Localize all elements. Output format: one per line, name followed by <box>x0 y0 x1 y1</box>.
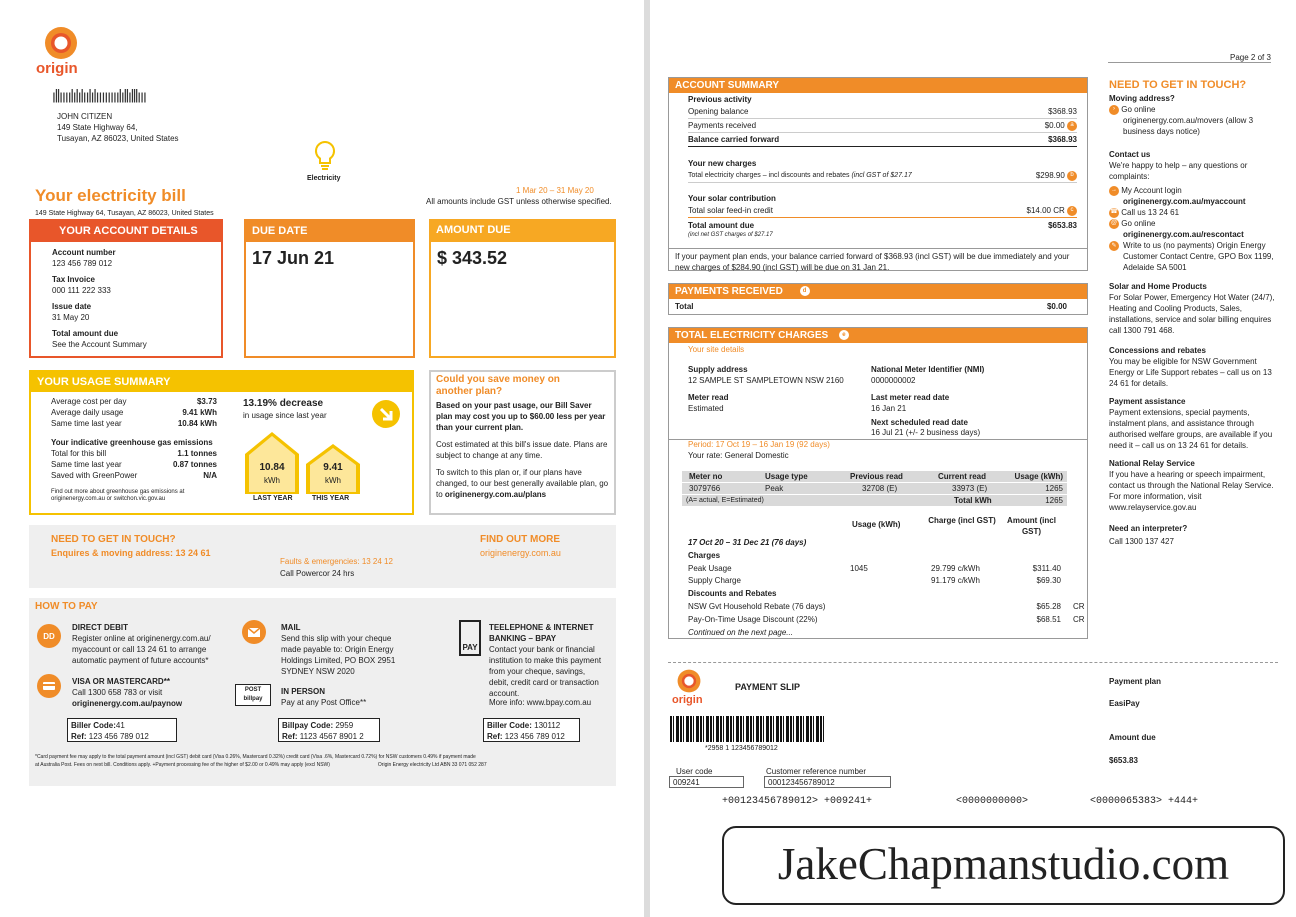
moving-title: Moving address? <box>1109 94 1175 103</box>
bpay-more: More info: www.bpay.com.au <box>489 698 592 707</box>
movers-go-online: › Go online <box>1109 104 1279 115</box>
need-help-sidebar <box>1109 79 1279 547</box>
tax-invoice-label: Tax Invoice <box>52 275 95 284</box>
usage-row: Average cost per day $3.73 <box>51 397 217 406</box>
faults-line: Faults & emergencies: 13 24 12 <box>280 557 393 566</box>
movers-link[interactable]: originenergy.com.au/movers (allow 3 business days notice) <box>1123 116 1254 136</box>
house-this-year-label: THIS YEAR <box>312 495 350 502</box>
nmi-label: National Meter Identifier (NMI) <box>871 365 985 374</box>
meter-table <box>682 471 1067 506</box>
nmi-value: 0000000002 <box>871 376 916 385</box>
due-date-value: 17 Jun 21 <box>252 248 335 268</box>
usage-row: Same time last year 10.84 kWh <box>51 419 217 428</box>
solar-text: For Solar Power, Emergency Hot Water (24/7), Heating and Cooling Products, Sales, installations, service and solar billing enquires call 1300 791 468. <box>1109 293 1275 335</box>
electricity-charges-box <box>668 327 1088 639</box>
customer-name: JOHN CITIZEN <box>57 112 113 121</box>
find-out-more-title: FIND OUT MORE <box>480 534 560 545</box>
credit-card-icon <box>37 674 61 698</box>
how-to-pay-box <box>29 598 616 786</box>
user-code-label: User code <box>676 767 713 776</box>
in-person-title: IN PERSON <box>281 687 326 696</box>
rescontact-link[interactable]: originenergy.com.au/rescontact <box>1123 230 1244 239</box>
payments-received-title: PAYMENTS RECEIVED d <box>669 284 1087 299</box>
account-summary-title: ACCOUNT SUMMARY <box>669 78 1087 93</box>
phone-icon: ☎ <box>1109 208 1119 218</box>
charge-col-header: Charge (incl GST) <box>928 516 996 525</box>
peak-usage-amount: $311.40 <box>1032 564 1061 573</box>
slip-amount-value: $653.83 <box>1109 756 1138 765</box>
account-details-title: YOUR ACCOUNT DETAILS <box>31 221 221 242</box>
greenhouse-title: Your indicative greenhouse gas emissions <box>51 438 213 447</box>
usage-decrease: 13.19% decrease <box>243 398 324 409</box>
arrow-icon: › <box>1109 105 1119 115</box>
site-address: 149 State Highway 64, Tusayan, AZ 86023, United States <box>35 210 214 217</box>
electricity-charges-title: TOTAL ELECTRICITY CHARGES e <box>669 328 1087 343</box>
solar-title: Solar and Home Products <box>1109 282 1207 291</box>
visa-text: Call 1300 658 783 or visit <box>72 688 163 697</box>
greenhouse-row: Total for this bill 1.1 tonnes <box>51 449 217 458</box>
bill-saver-title: Could you save money on <box>436 374 560 385</box>
info-icon: a <box>1067 121 1077 131</box>
payment-plan-note: If your payment plan ends, your balance carried forward of $368.93 (incl GST) will be due immediately and your new charges of $284.90 (incl GST) will be due on 31 Jan 21. <box>669 248 1087 275</box>
gst-note: All amounts include GST unless otherwise specified. <box>426 197 612 206</box>
contact-title: NEED TO GET IN TOUCH? <box>51 534 176 545</box>
due-date-box <box>244 219 415 358</box>
elec-charges-row: Total electricity charges – incl discounts and rebates (incl GST of $27.17 $298.90 b <box>688 169 1077 183</box>
discount-amount: $68.51 <box>1036 615 1061 624</box>
paynow-link[interactable]: originenergy.com.au/paynow <box>72 699 183 708</box>
charges-period: 17 Oct 20 – 31 Dec 21 (76 days) <box>688 538 807 547</box>
powercor-line: Call Powercor 24 hrs <box>280 569 355 578</box>
amount-due-box <box>429 219 616 358</box>
crn-field: 000123456789012 <box>764 776 891 788</box>
discount-label: Pay-On-Time Usage Discount (22%) <box>688 615 818 624</box>
bpay-icon: PAY <box>459 620 481 656</box>
call-line: ☎ Call us 13 24 61 <box>1110 208 1180 217</box>
continued-note: Continued on the next page... <box>688 628 793 637</box>
direct-debit-title: DIRECT DEBIT <box>72 623 128 632</box>
due-date-title: DUE DATE <box>246 221 413 242</box>
discount-cr: CR <box>1073 615 1085 624</box>
bill-period: 1 Mar 20 – 31 May 20 <box>516 186 594 195</box>
slip-amount-label: Amount due <box>1109 733 1156 742</box>
info-icon: b <box>1067 171 1077 181</box>
last-read-label: Last meter read date <box>871 393 950 402</box>
rebate-label: NSW Gvt Household Rebate (76 days) <box>688 602 826 611</box>
biller-code-box-1: Biller Code:41 Ref: 123 456 789 012 <box>67 718 177 742</box>
info-icon: e <box>839 330 849 340</box>
login-line: → My Account login <box>1111 186 1182 195</box>
payment-slip-title: PAYMENT SLIP <box>735 682 801 692</box>
bill-saver-note: Cost estimated at this bill's issue date. Plans are subject to change at any time. <box>436 440 608 460</box>
arrow-down-right-icon <box>372 400 400 428</box>
interpreter-title: Need an interpreter? <box>1109 524 1188 533</box>
bill-saver-offer: Based on your past usage, our Bill Saver plan may cost you up to $60.00 less per year than your current plan. <box>436 401 606 432</box>
total-due-value: See the Account Summary <box>52 340 147 349</box>
peak-usage-label: Peak Usage <box>688 564 732 573</box>
house-this-year: 9.41 kWh <box>306 444 360 494</box>
payment-assistance-text: Payment extensions, special payments, instalment plans, and assistance through authorised welfare groups, are available if you need it – call us on 13 24 61 for details. <box>1109 408 1273 450</box>
meter-table-header: Meter no Usage type Previous read Current read Usage (kWh) <box>682 471 1067 482</box>
barcode-number: *2958 1 123456789012 <box>705 745 778 752</box>
contact-title: Contact us <box>1109 150 1151 159</box>
visa-title: VISA OR MASTERCARD** <box>72 677 170 686</box>
supply-charge-amount: $69.30 <box>1036 576 1061 585</box>
greenhouse-link: originenergy.com.au or switchon.vic.gov.au <box>51 496 166 502</box>
supply-charge-label: Supply Charge <box>688 576 741 585</box>
peak-usage-kwh: 1045 <box>850 564 868 573</box>
fine-print: *Card payment fee may apply to the total payment amount (incl GST) debit card (Visa 0.26%, Mastercard 0.32%) credit card (Visa .6%, Mastercard 0.72%) for NSW customers 0.49% if payment made at Australia Post. Fees on next bill. Conditions apply. +Payment processing fee of the higher of $2.00 or 0.49% may apply (excl NSW) Origin Energy electricity Ltd ABN 33 071 052 287 <box>35 754 487 768</box>
issue-date: 31 May 20 <box>52 313 90 322</box>
previous-activity: Previous activity <box>688 95 752 104</box>
bpay-title: TEELEPHONE & INTERNET BANKING – BPAY <box>489 623 594 643</box>
next-read-label: Next scheduled read date <box>871 418 968 427</box>
supply-address: 12 SAMPLE ST SAMPLETOWN NSW 2160 <box>688 376 844 385</box>
account-summary-box <box>668 77 1088 271</box>
bill-saver-box <box>429 370 616 515</box>
solar-contribution: Your solar contribution <box>688 194 776 203</box>
origin-website-link[interactable]: originenergy.com.au <box>480 548 561 558</box>
customer-address-line1: 149 State Highway 64, <box>57 123 138 132</box>
concessions-text: You may be eligible for NSW Government Energy or Life Support rebates – call us on 13 24 61 for details. <box>1109 357 1272 388</box>
payments-total-row: Total $0.00 <box>675 302 1067 311</box>
post-billpay-icon: POST billpay <box>235 684 271 706</box>
plans-link[interactable]: originenergy.com.au/plans <box>444 490 547 499</box>
mail-text: Send this slip with your cheque made payable to: Origin Energy Holdings Limited, PO BOX 2951 SYDNEY NSW 2020 <box>281 634 396 676</box>
meter-table-total: (A= actual, E=Estimated) Total kWh 1265 <box>682 495 1067 506</box>
login-icon: → <box>1109 186 1119 196</box>
payment-plan-value: EasiPay <box>1109 699 1140 708</box>
solar-feed-in-row: Total solar feed-in credit $14.00 CR c <box>688 204 1077 218</box>
crn-label: Customer reference number <box>766 767 867 776</box>
electricity-label: Electricity <box>307 175 341 182</box>
biller-code-box-2: Billpay Code: 2959 Ref: 1123 4567 8901 2 <box>278 718 380 742</box>
issue-date-label: Issue date <box>52 302 92 311</box>
info-icon: d <box>800 286 810 296</box>
mail-title: MAIL <box>281 623 301 632</box>
total-due-note: (incl net GST charges of $27.17 <box>688 232 773 238</box>
mrz-line-3: <0000065383> +444+ <box>1090 796 1199 807</box>
greenhouse-note: Find out more about greenhouse gas emissions at <box>51 489 185 495</box>
relay-text: If you have a hearing or speech impairment, contact us through the National Relay Service. For more information, visit www.relayservice.gov.au <box>1109 470 1274 512</box>
rate-label: Your rate: General Domestic <box>688 451 789 460</box>
relay-title: National Relay Service <box>1109 459 1195 468</box>
usage-col-header: Usage (kWh) <box>852 520 901 529</box>
biller-code-box-3: Biller Code: 130112 Ref: 123 456 789 012 <box>483 718 580 742</box>
help-title: NEED TO GET IN TOUCH? <box>1109 79 1247 91</box>
lightbulb-icon <box>313 140 337 177</box>
rebate-cr: CR <box>1073 602 1085 611</box>
concessions-title: Concessions and rebates <box>1109 346 1206 355</box>
meter-table-row: 3079766 Peak 32708 (E) 33973 (E) 1265 <box>682 483 1067 494</box>
bill-page-2 <box>650 0 1296 917</box>
amount-due-value: $ 343.52 <box>437 248 508 268</box>
last-read-value: 16 Jan 21 <box>871 404 907 413</box>
supply-address-label: Supply address <box>688 365 748 374</box>
house-last-year-label: LAST YEAR <box>253 495 293 502</box>
meter-read-value: Estimated <box>688 404 724 413</box>
address-barcode: ıllıııılılılıılılıııııııılıllılllııı <box>52 85 146 107</box>
at-icon: @ <box>1109 219 1119 229</box>
account-number: 123 456 789 012 <box>52 259 113 268</box>
payment-barcode <box>670 716 826 742</box>
slip-origin-text: origin <box>672 694 703 706</box>
usage-decrease-sub: in usage since last year <box>243 411 327 420</box>
in-person-text: Pay at any Post Office** <box>281 698 367 707</box>
bill-saver-switch: To switch to this plan or, if our plans have changed, to our best generally available plan, go to originenergy.com.au/plans <box>436 468 609 499</box>
next-read-value: 16 Jul 21 (+/- 2 business days) <box>871 428 981 437</box>
rebate-amount: $65.28 <box>1036 602 1061 611</box>
go-online-line: @ Go online <box>1110 219 1156 228</box>
bill-title: Your electricity bill <box>35 186 186 205</box>
total-due-row: Total amount due $653.83 <box>688 221 1077 230</box>
contact-intro: We're happy to help – any questions or complaints: <box>1109 161 1248 181</box>
origin-logo-text: origin <box>36 60 78 77</box>
payment-plan-label: Payment plan <box>1109 677 1162 686</box>
payments-received-box <box>668 283 1088 315</box>
bill-page-1 <box>0 0 644 917</box>
mrz-line-1: +00123456789012> +009241+ <box>722 796 873 807</box>
new-charges: Your new charges <box>688 159 757 168</box>
payment-assistance-title: Payment assistance <box>1109 397 1186 406</box>
discounts-title: Discounts and Rebates <box>688 589 777 598</box>
account-details-box <box>29 219 223 358</box>
opening-balance-row: Opening balance $368.93 <box>688 105 1077 119</box>
payments-received-row: Payments received $0.00 a <box>688 119 1077 133</box>
amount-col-header: Amount (incl GST) <box>1007 516 1056 536</box>
write-line: ✎ Write to us (no payments) Origin Energy Customer Contact Centre, GPO Box 1199, Adelaide SA 5001 <box>1109 240 1279 273</box>
usage-summary-title: YOUR USAGE SUMMARY <box>31 372 239 392</box>
interpreter-text: Call 1300 137 427 <box>1109 537 1174 546</box>
user-code-field: 009241 <box>669 776 744 788</box>
pen-icon: ✎ <box>1109 241 1119 251</box>
direct-debit-text: Register online at originenergy.com.au/ myaccount or call 13 24 61 to arrange automatic payment of future accounts* <box>72 634 211 665</box>
bill-saver-title2: another plan? <box>436 386 503 397</box>
customer-address-line2: Tusayan, AZ 86023, United States <box>57 134 179 143</box>
greenhouse-row: Saved with GreenPower N/A <box>51 471 217 480</box>
enquiries-line: Enquires & moving address: 13 24 61 <box>51 548 211 558</box>
meter-read-label: Meter read <box>688 393 729 402</box>
mail-icon <box>242 620 266 644</box>
site-details-title: Your site details <box>688 345 745 354</box>
usage-summary-box <box>29 370 414 515</box>
usage-row: Average daily usage 9.41 kWh <box>51 408 217 417</box>
how-to-pay-title: HOW TO PAY <box>35 601 98 612</box>
peak-usage-rate: 29.799 c/kWh <box>931 564 980 573</box>
charges-title: Charges <box>688 551 721 560</box>
total-due-label: Total amount due <box>52 329 119 338</box>
direct-debit-icon: DD <box>37 624 61 648</box>
greenhouse-row: Same time last year 0.87 tonnes <box>51 460 217 469</box>
contact-box <box>29 525 616 588</box>
bpay-text: Contact your bank or financial institution to make this payment from your cheque, savings, debit, credit card or transaction account. <box>489 645 602 698</box>
supply-charge-rate: 91.179 c/kWh <box>931 576 980 585</box>
page-number: Page 2 of 3 <box>1230 53 1271 62</box>
mrz-line-2: <0000000000> <box>956 796 1029 807</box>
period-label: Period: 17 Oct 19 – 16 Jan 19 (92 days) <box>688 440 830 449</box>
house-last-year: 10.84 kWh <box>245 432 299 494</box>
watermark-banner: JakeChapmanstudio.com <box>722 826 1285 905</box>
amount-due-title: AMOUNT DUE <box>431 221 614 242</box>
info-icon: c <box>1067 206 1077 216</box>
myaccount-link[interactable]: originenergy.com.au/myaccount <box>1123 197 1246 206</box>
balance-forward-row: Balance carried forward $368.93 <box>688 133 1077 147</box>
account-number-label: Account number <box>52 248 116 257</box>
tax-invoice: 000 111 222 333 <box>52 286 111 295</box>
